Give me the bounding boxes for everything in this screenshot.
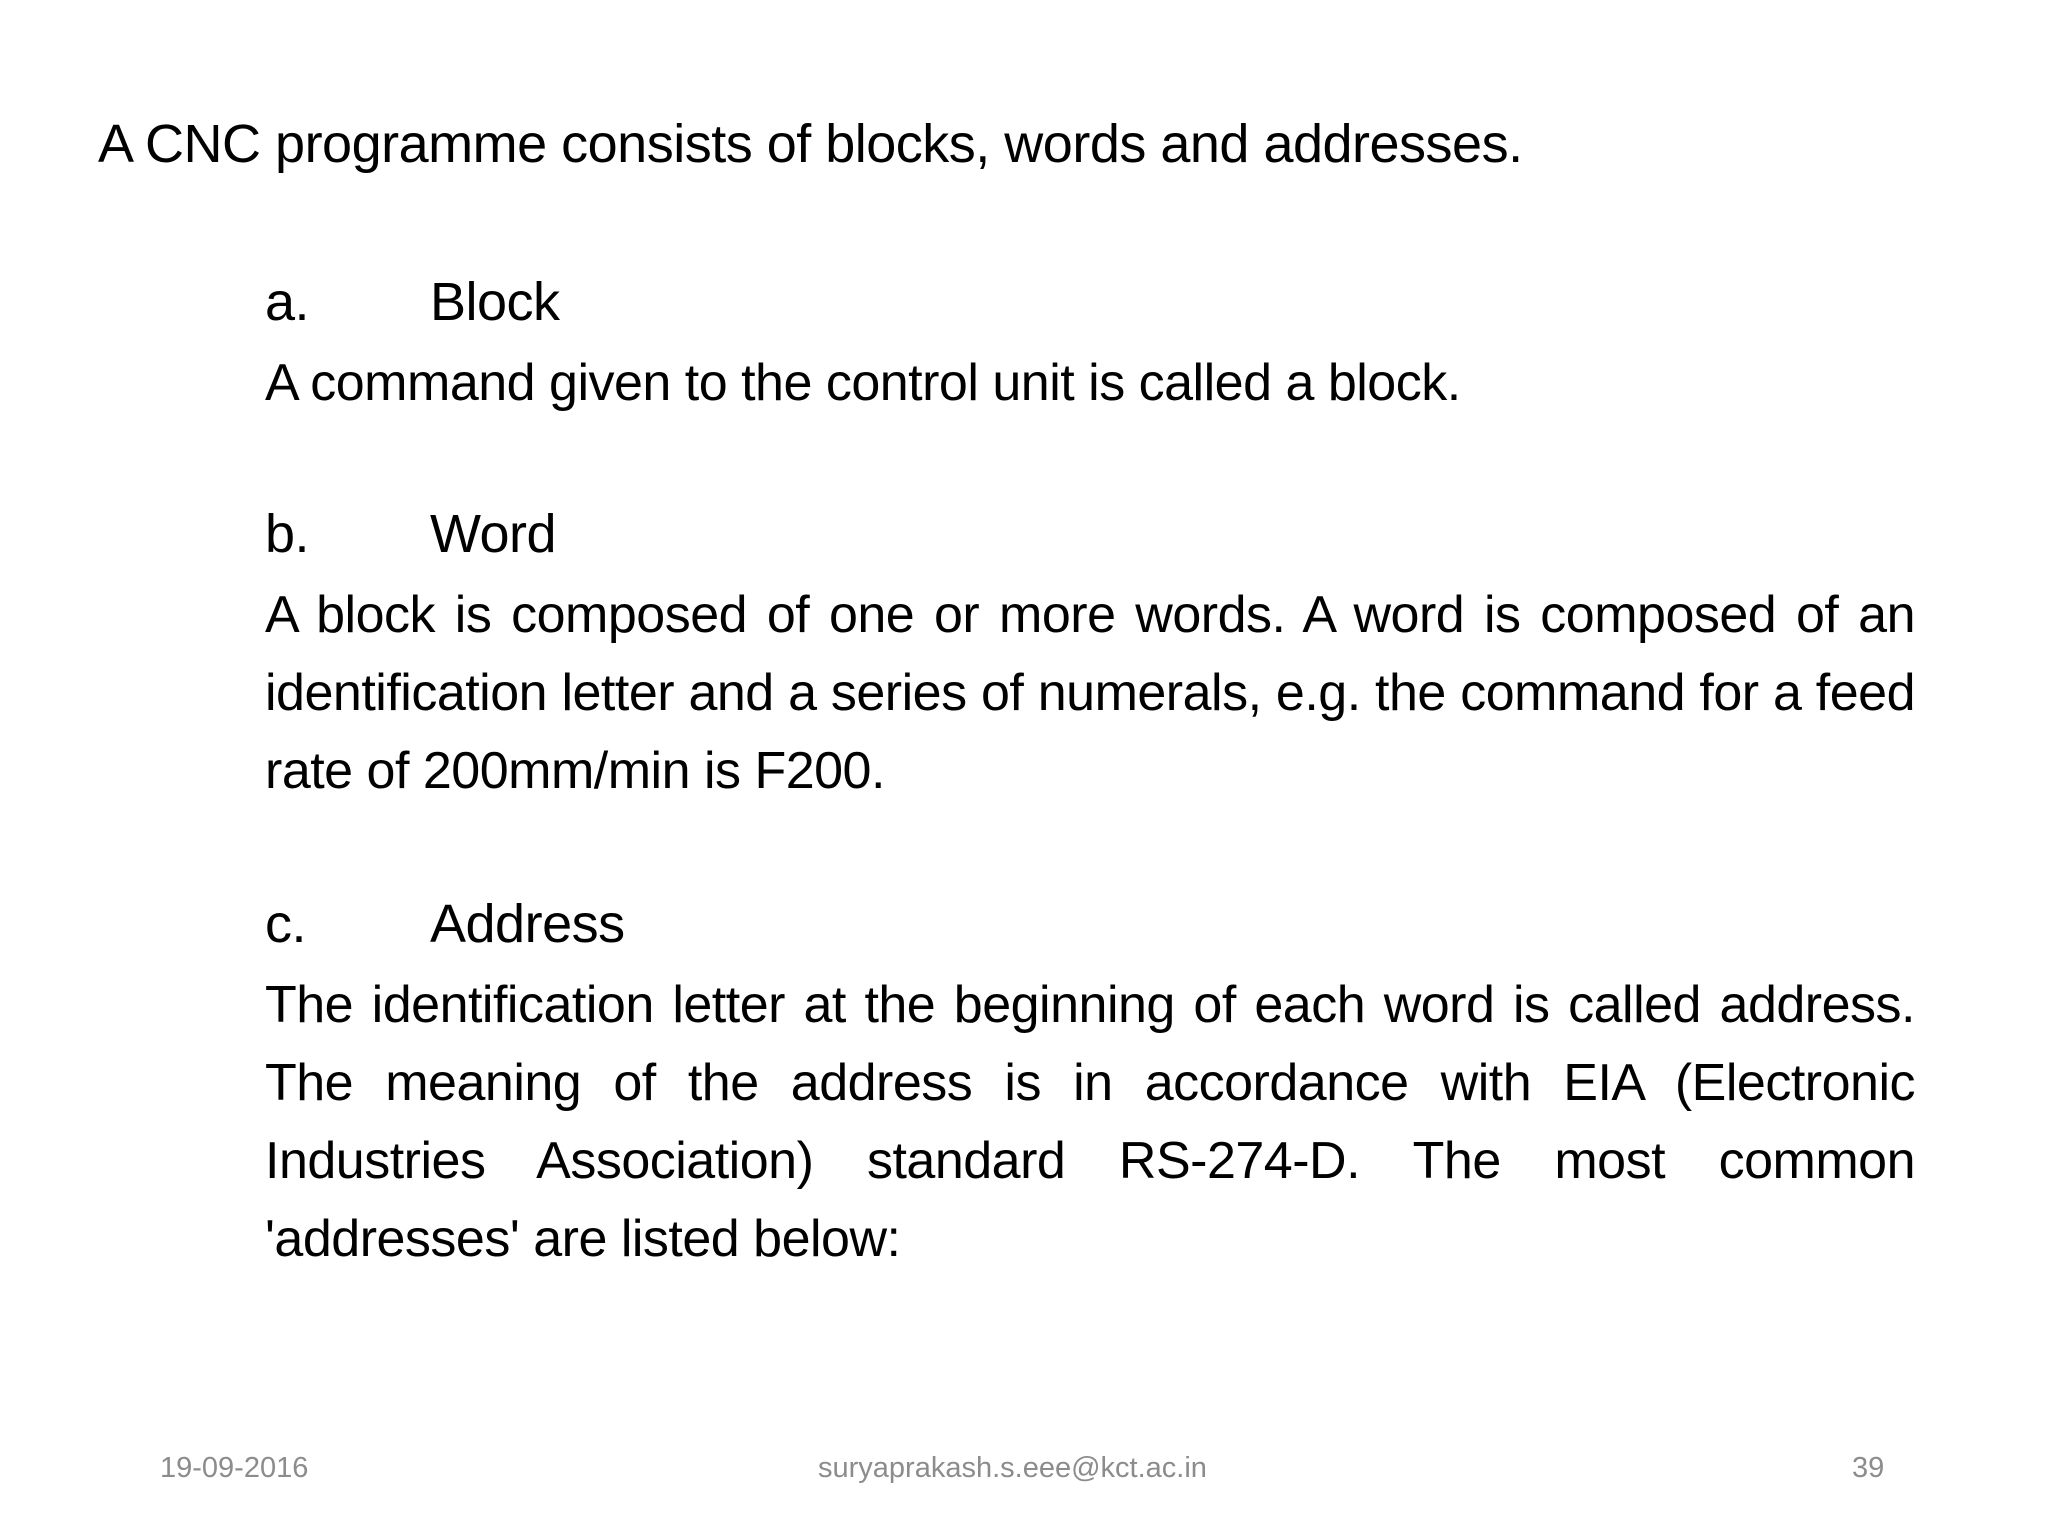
section-body: A command given to the control unit is called a block.	[265, 354, 1461, 412]
section-title: Block	[430, 272, 560, 332]
section-body: A block is composed of one or more words. A word is composed of an identification letter and a series of numerals, e.g. the command for a feed rate of 200mm/min is F200.	[265, 586, 1915, 800]
footer-email: suryaprakash.s.eee@kct.ac.in	[818, 1452, 1207, 1484]
section-marker: c.	[265, 894, 307, 954]
section-heading	[265, 498, 1915, 570]
section-block	[265, 266, 1915, 422]
section-title: Address	[430, 894, 625, 954]
footer-date: 19-09-2016	[160, 1452, 309, 1484]
section-word	[265, 498, 1915, 810]
section-title: Word	[430, 504, 557, 564]
section-heading	[265, 888, 1915, 960]
section-marker: a.	[265, 272, 310, 332]
section-heading	[265, 266, 1915, 338]
section-marker: b.	[265, 504, 310, 564]
section-body: The identification letter at the beginning of each word is called address. The meaning of the address is in accordance with EIA (Electronic Industries Association) standard RS-274-D. The most common 'addresses' are listed below:	[265, 976, 1915, 1268]
footer-page-number: 39	[1852, 1452, 1885, 1484]
intro-text: A CNC programme consists of blocks, words and addresses.	[98, 114, 1523, 174]
section-address	[265, 888, 1915, 1278]
